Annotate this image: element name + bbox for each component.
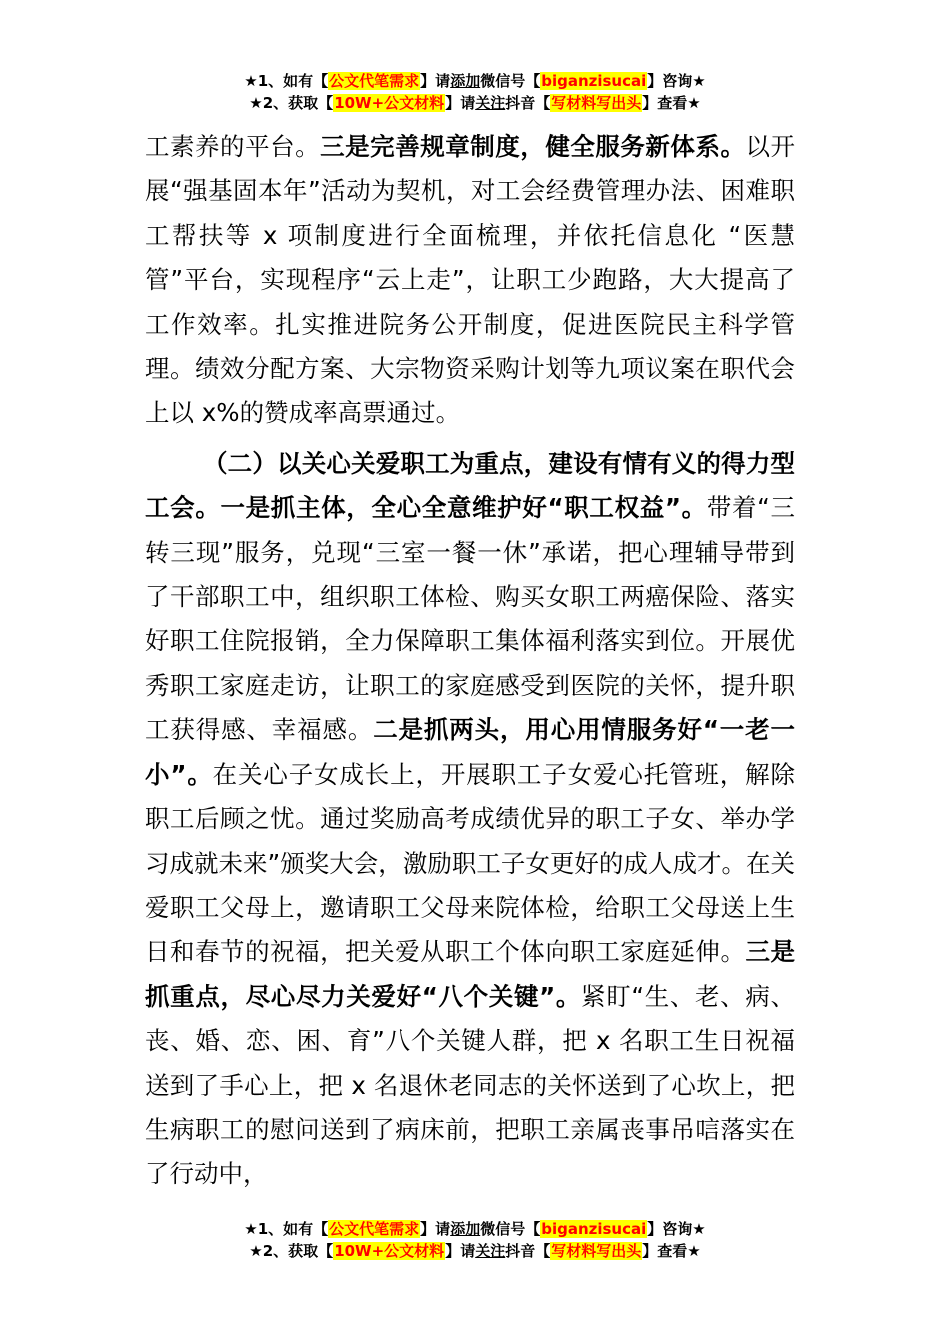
bold-run: 三是完善规章制度，健全服务新体系。 [320, 132, 746, 161]
banner-highlight: 公文代笔需求 [329, 1220, 420, 1238]
banner-line-1 [0, 1218, 950, 1240]
text-run: 工素养的平台。 [145, 132, 321, 161]
header-banner [0, 70, 950, 114]
banner-text: ★2、获取【 [249, 1242, 334, 1260]
banner-highlight: 公文代笔需求 [329, 72, 420, 90]
wechat-id: biganzisucai [541, 1220, 647, 1238]
banner-text: 抖音【 [505, 94, 551, 112]
footer-banner [0, 1218, 950, 1262]
banner-text: 】请 [445, 94, 476, 112]
banner-text: 】查看★ [642, 94, 701, 112]
banner-text: 】查看★ [642, 1242, 701, 1260]
banner-text: 】请 [420, 1220, 451, 1238]
douyin-account: 写材料写出头 [551, 1242, 642, 1260]
bold-run: 三是抓重点，尽心尽力关爱好“八个关键”。 [145, 937, 796, 1011]
banner-text: ★2、获取【 [249, 94, 334, 112]
text-run: 紧盯“生、老、病、丧、婚、恋、困、育”八个关键人群，把 x 名职工生日祝福送到了手心上，把 x 名退休老同志的关怀送到了心坎上，把生病职工的慰问送到了病床前，把职工亲属丧事吊唁落实在了行动中， [145, 981, 795, 1189]
banner-underlined: 添加 [450, 1220, 481, 1238]
paragraph-2 [145, 442, 795, 1197]
banner-underlined: 关注 [475, 1242, 506, 1260]
banner-text: 】请 [445, 1242, 476, 1260]
text-run: 在关心子女成长上，开展职工子女爱心托管班，解除职工后顾之忧。通过奖励高考成绩优异的职工子女、举办学习成就未来”颁奖大会，激励职工子女更好的成人成才。在关爱职工父母上，邀请职工父母来院体检，给职工父母送上生日和春节的祝福，把关爱从职工个体向职工家庭延伸。 [145, 759, 795, 967]
paragraph-1 [145, 125, 795, 436]
text-run: 带着“三转三现”服务，兑现“三室一餐一休”承诺，把心理辅导带到了干部职工中，组织职工体检、购买女职工两癌保险、落实好职工住院报销，全力保障职工集体福利落实到位。开展优秀职工家庭走访，让职工的家庭感受到医院的关怀，提升职工获得感、幸福感。 [145, 493, 795, 745]
banner-underlined: 添加 [450, 72, 481, 90]
banner-highlight: 10W+公文材料 [334, 1242, 445, 1260]
banner-highlight: 10W+公文材料 [334, 94, 445, 112]
document-body [145, 125, 795, 1197]
banner-line-1 [0, 70, 950, 92]
section-heading: （二）以关心关爱职工为重点，建设有情有义的得力型工会。一是抓主体，全心全意维护好“职工权益”。 [145, 448, 795, 523]
banner-text: 】咨询★ [647, 1220, 706, 1238]
bold-run: 二是抓两头，用心用情服务好“一老一小”。 [145, 715, 795, 789]
banner-text: 】请 [420, 72, 451, 90]
banner-text: ★1、如有【 [244, 72, 329, 90]
banner-line-2 [0, 92, 950, 114]
banner-line-2 [0, 1240, 950, 1262]
banner-text: 】咨询★ [647, 72, 706, 90]
banner-text: 微信号【 [480, 72, 541, 90]
banner-text: ★1、如有【 [244, 1220, 329, 1238]
douyin-account: 写材料写出头 [551, 94, 642, 112]
text-run: 以开展“强基固本年”活动为契机，对工会经费管理办法、困难职工帮扶等 x 项制度进行全面梳理，并依托信息化 “医慧管”平台，实现程序“云上走”，让职工少跑路，大大提高了工作效率。扎实推进院务公开制度，促进医院民主科学管理。绩效分配方案、大宗物资采购计划等九项议案在职代会上以 x%的赞成率高票通过。 [145, 132, 796, 428]
banner-text: 抖音【 [505, 1242, 551, 1260]
banner-underlined: 关注 [475, 94, 506, 112]
banner-text: 微信号【 [480, 1220, 541, 1238]
wechat-id: biganzisucai [541, 72, 647, 90]
